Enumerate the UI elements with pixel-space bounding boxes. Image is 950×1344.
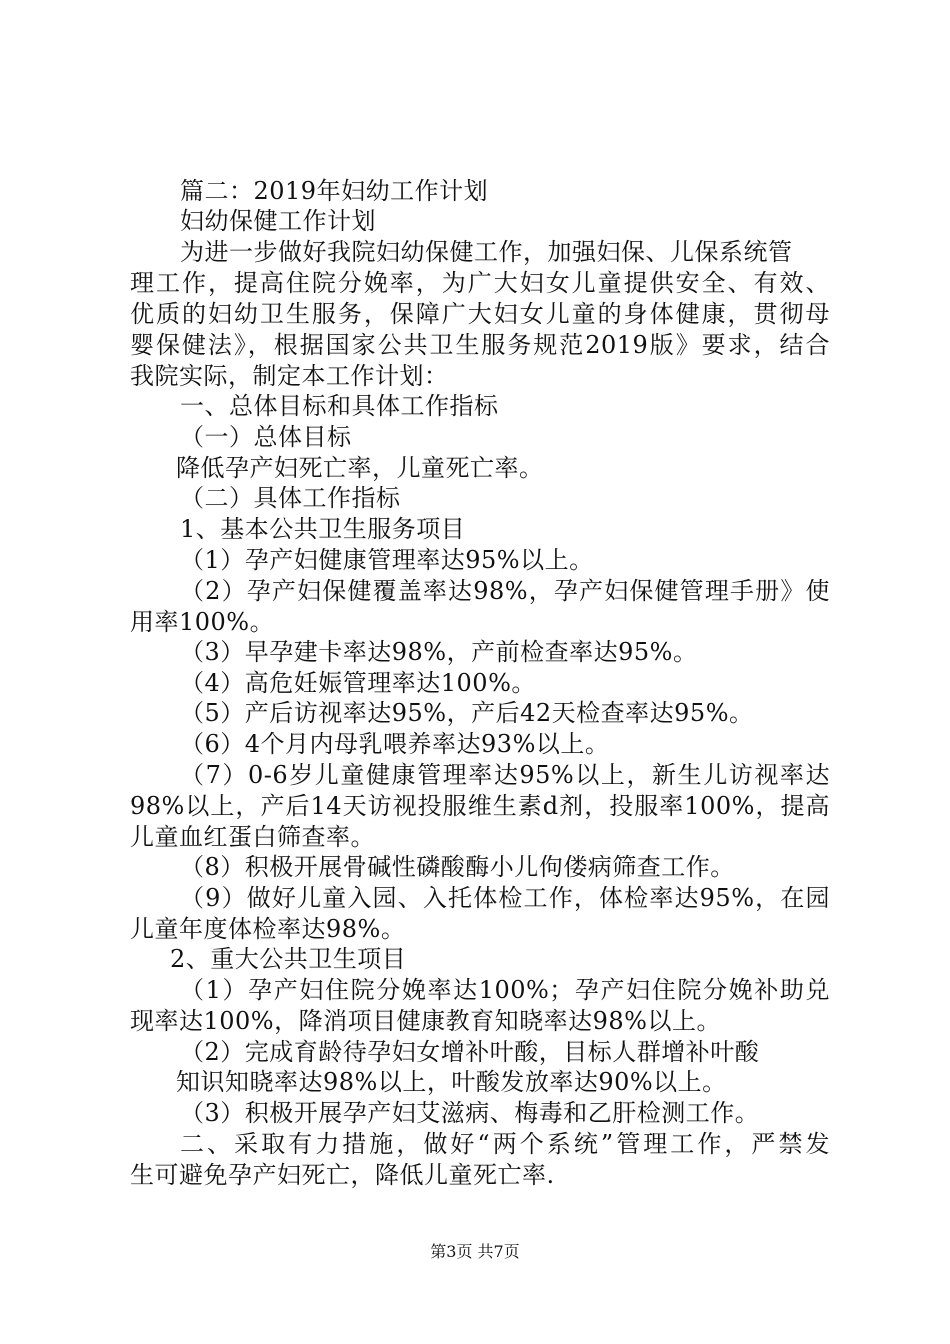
- list-item: （8）积极开展骨碱性磷酸酶小儿佝偻病筛查工作。: [180, 853, 735, 881]
- list-item: （3）积极开展孕产妇艾滋病、梅毒和乙肝检测工作。: [180, 1099, 760, 1127]
- document-heading: 篇二：2019年妇幼工作计划: [180, 177, 489, 205]
- document-subheading: 妇幼保健工作计划: [180, 207, 376, 235]
- list-item-continuation: 儿童年度体检率达98%。: [130, 915, 406, 943]
- section-heading: 二、采取有力措施，做好“两个系统”管理工作，严禁发: [180, 1130, 830, 1158]
- subsection-heading: （二）具体工作指标: [180, 484, 401, 512]
- paragraph-line: 理工作，提高住院分娩率，为广大妇女儿童提供安全、有效、: [130, 269, 830, 297]
- list-item-continuation: 现率达100%，降消项目健康教育知晓率达98%以上。: [130, 1007, 721, 1035]
- list-item: （4）高危妊娠管理率达100%。: [180, 669, 536, 697]
- section-heading: 一、总体目标和具体工作指标: [180, 392, 499, 420]
- list-item: （2）完成育龄待孕妇女增补叶酸，目标人群增补叶酸: [180, 1038, 760, 1066]
- page-footer: 第3页 共7页: [430, 1242, 520, 1261]
- item-heading: 1、基本公共卫生服务项目: [180, 515, 466, 543]
- list-item: （2）孕产妇保健覆盖率达98%，孕产妇保健管理手册》使: [180, 577, 830, 605]
- list-item-continuation: 98%以上，产后14天访视投服维生素d剂，投服率100%，提高: [130, 792, 830, 820]
- paragraph-line: 优质的妇幼卫生服务，保障广大妇女儿童的身体健康，贯彻母: [130, 300, 830, 328]
- item-heading: 2、重大公共卫生项目: [170, 945, 407, 973]
- paragraph-line: 为进一步做好我院妇幼保健工作，加强妇保、儿保系统管: [180, 238, 793, 266]
- paragraph-line: 降低孕产妇死亡率，儿童死亡率。: [176, 454, 544, 482]
- paragraph-line: 婴保健法》，根据国家公共卫生服务规范2019版》要求，结合: [130, 331, 830, 359]
- list-item: （6）4个月内母乳喂养率达93%以上。: [180, 730, 610, 758]
- list-item-continuation: 知识知晓率达98%以上，叶酸发放率达90%以上。: [176, 1068, 727, 1096]
- list-item: （1）孕产妇健康管理率达95%以上。: [180, 546, 594, 574]
- list-item: （7）0-6岁儿童健康管理率达95%以上，新生儿访视率达: [180, 761, 830, 789]
- list-item-continuation: 儿童血红蛋白筛查率。: [130, 823, 375, 851]
- list-item: （1）孕产妇住院分娩率达100%；孕产妇住院分娩补助兑: [180, 976, 830, 1004]
- paragraph-line: 我院实际，制定本工作计划：: [130, 362, 449, 390]
- list-item: （3）早孕建卡率达98%，产前检查率达95%。: [180, 638, 698, 666]
- paragraph-line: 生可避免孕产妇死亡，降低儿童死亡率.: [130, 1161, 555, 1189]
- subsection-heading: （一）总体目标: [180, 423, 352, 451]
- list-item: （5）产后访视率达95%，产后42天检查率达95%。: [180, 699, 754, 727]
- list-item-continuation: 用率100%。: [130, 608, 275, 636]
- list-item: （9）做好儿童入园、入托体检工作，体检率达95%，在园: [180, 884, 830, 912]
